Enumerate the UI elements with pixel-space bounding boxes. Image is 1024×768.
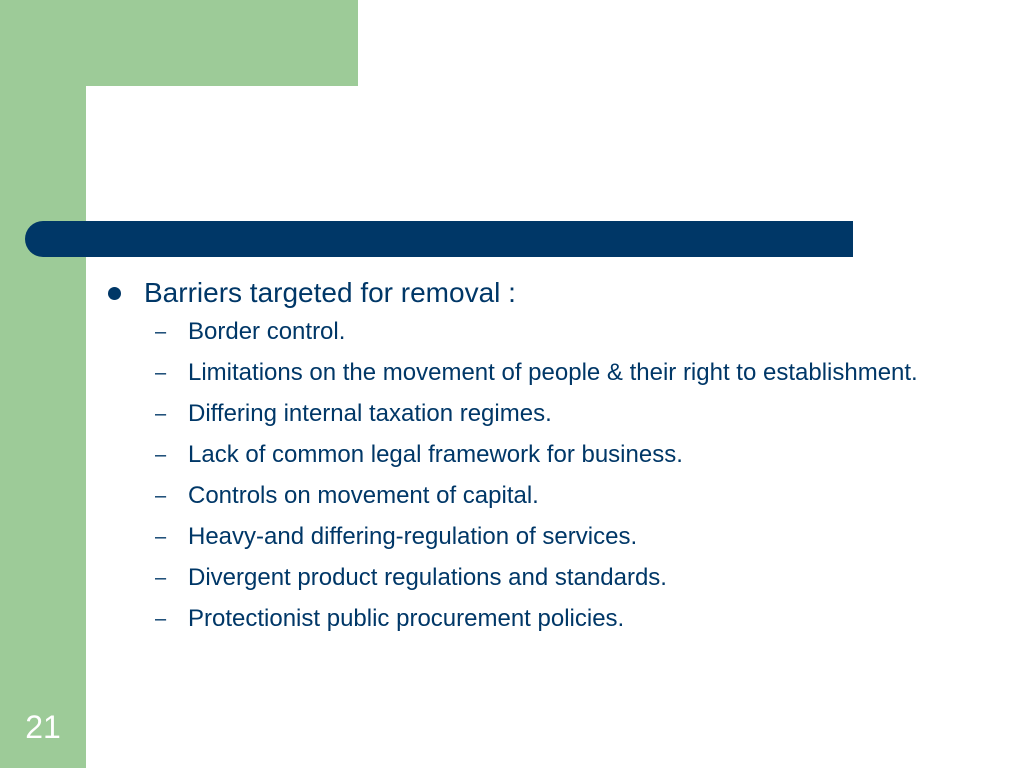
sub-bullet-item xyxy=(100,398,946,430)
main-bullet xyxy=(100,272,946,314)
sub-bullet-text: Lack of common legal framework for business. xyxy=(188,441,683,468)
slide-content xyxy=(100,272,946,635)
bullet-dot-icon xyxy=(108,287,121,300)
sub-bullet-text: Heavy-and differing-regulation of services. xyxy=(188,523,638,550)
content-corner xyxy=(86,86,186,186)
sub-bullet-text: Border control. xyxy=(188,318,346,345)
sub-bullet-item xyxy=(100,480,946,512)
dash-icon: – xyxy=(155,362,167,384)
left-accent-band xyxy=(0,0,86,768)
slide-number: 21 xyxy=(25,709,61,745)
dash-icon: – xyxy=(155,608,167,630)
dash-icon: – xyxy=(155,526,167,548)
dash-icon: – xyxy=(155,485,167,507)
dash-icon: – xyxy=(155,321,167,343)
main-bullet-text: Barriers targeted for removal : xyxy=(144,277,516,308)
sub-bullet-item xyxy=(100,562,946,594)
sub-bullet-text: Divergent product regulations and standards. xyxy=(188,564,667,591)
dash-icon: – xyxy=(155,567,167,589)
sub-bullet-item xyxy=(100,357,946,389)
top-accent-band xyxy=(0,0,358,86)
sub-bullet-item xyxy=(100,521,946,553)
sub-bullet-text: Protectionist public procurement policies. xyxy=(188,605,625,632)
sub-bullet-item xyxy=(100,439,946,471)
dash-icon: – xyxy=(155,403,167,425)
sub-bullet-text: Controls on movement of capital. xyxy=(188,482,539,509)
dash-icon: – xyxy=(155,444,167,466)
sub-bullet-text: Limitations on the movement of people & their right to establishment. xyxy=(188,359,918,386)
sub-bullet-item xyxy=(100,603,946,635)
title-bar xyxy=(25,221,853,257)
sub-bullet-text: Differing internal taxation regimes. xyxy=(188,400,552,427)
sub-bullet-list xyxy=(100,316,946,635)
sub-bullet-item xyxy=(100,316,946,348)
